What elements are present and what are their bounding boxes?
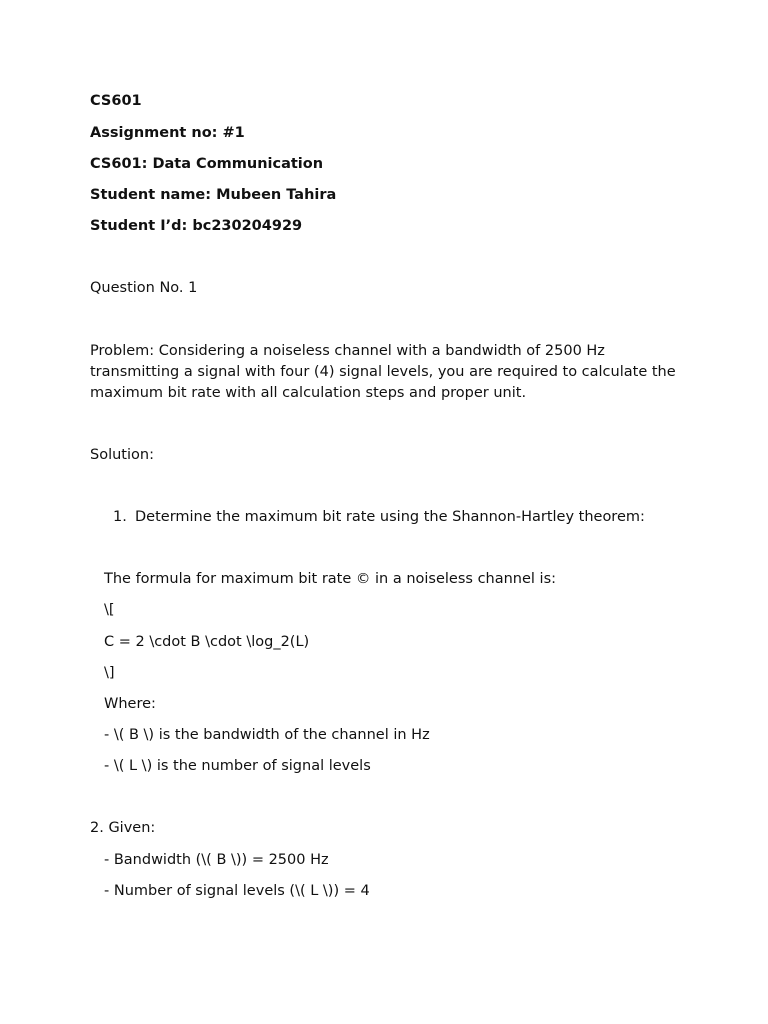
step1-number: 1. xyxy=(113,509,127,525)
student-name: Student name: Mubeen Tahira xyxy=(90,187,337,203)
where-label: Where: xyxy=(104,696,156,712)
student-id: Student I’d: bc230204929 xyxy=(90,218,303,234)
given-bandwidth: - Bandwidth (\( B \)) = 2500 Hz xyxy=(104,852,329,868)
course-title: CS601: Data Communication xyxy=(90,156,324,172)
question-heading: Question No. 1 xyxy=(90,280,198,296)
where-bandwidth: - \( B \) is the bandwidth of the channel in Hz xyxy=(104,727,430,743)
problem-statement: Problem: Considering a noiseless channel with a bandwidth of 2500 Hz transmitting a signal with four (4) signal levels, you are required to calculate the maximum bit rate with all calculation steps and proper unit. xyxy=(90,343,676,401)
formula-intro: The formula for maximum bit rate © in a noiseless channel is: xyxy=(104,571,557,587)
formula-open: \[ xyxy=(104,602,115,618)
step2-heading: 2. Given: xyxy=(90,820,156,836)
where-levels: - \( L \) is the number of signal levels xyxy=(104,758,371,774)
formula: C = 2 \cdot B \cdot \log_2(L) xyxy=(104,634,310,650)
solution-heading: Solution: xyxy=(90,447,154,463)
given-levels: - Number of signal levels (\( L \)) = 4 xyxy=(104,883,370,899)
assignment-number: Assignment no: #1 xyxy=(90,125,245,141)
formula-close: \] xyxy=(104,665,115,681)
course-code: CS601 xyxy=(90,93,142,109)
step1-text: Determine the maximum bit rate using the Shannon-Hartley theorem: xyxy=(135,509,645,525)
